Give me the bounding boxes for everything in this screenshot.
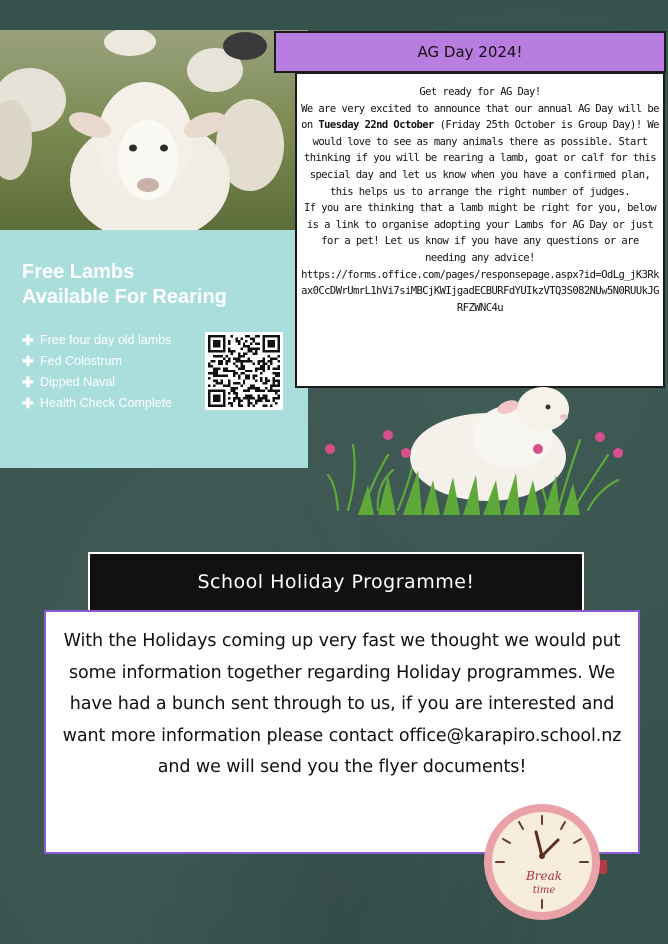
plus-icon: ✚ xyxy=(22,332,34,348)
ag-day-paragraph-1: We are very excited to announce that our annual AG Day will be on Tuesday 22nd October (Friday 25th October is Group Day)! We would love to see as many animals there as possible. Start thinking if you will be rearing a lamb, goat or calf for this special day and let us know when you have a confirmed plan, this helps us to arrange the right number of judges. xyxy=(301,102,659,198)
flyer-title-line2: Available For Rearing xyxy=(22,286,227,308)
adoption-form-link[interactable]: https://forms.office.com/pages/responsepage.aspx?id=OdLg_jK3Rkax0CcDWrUmrL1hVi7siMBCjKWIjgadECBURFdYUIkzVTQ3S082NUw5N0RUUkJGRFZWNC4u xyxy=(301,268,659,314)
flyer-title-line1: Free Lambs xyxy=(22,261,135,283)
list-item: ✚ Health Check Complete xyxy=(22,393,172,414)
holiday-text: With the Holidays coming up very fast we thought we would put some information together regarding Holiday programmes. We have had a bunch sent through to us, if you are interested and want more information please contact office@karapiro.school.nz and we will send you the flyer documents! xyxy=(62,631,622,778)
clock-label-line2: time xyxy=(532,885,556,896)
ag-day-box xyxy=(295,72,665,388)
clock-label-line1: Break xyxy=(525,869,563,883)
plus-icon: ✚ xyxy=(22,395,34,411)
list-item: ✚ Dipped Naval xyxy=(22,372,172,393)
flyer-feature-list xyxy=(22,330,172,414)
plus-icon: ✚ xyxy=(22,353,34,369)
ag-day-paragraph-2: If you are thinking that a lamb might be right for you, below is a link to organise adopting your Lambs for AG Day or just for a pet! Let us know if you have any questions or are needing any advice! xyxy=(303,202,657,264)
qr-code-icon[interactable] xyxy=(205,332,283,410)
ag-day-date: Tuesday 22nd October xyxy=(318,119,434,132)
ag-day-banner xyxy=(274,31,666,73)
sheep-photo xyxy=(0,30,308,230)
ag-day-title: AG Day 2024! xyxy=(417,43,523,61)
holiday-title: School Holiday Programme! xyxy=(197,571,475,593)
ag-day-intro: Get ready for AG Day! xyxy=(419,86,541,98)
holiday-banner xyxy=(88,552,584,612)
flyer-title xyxy=(22,260,302,310)
lamb-flyer xyxy=(0,30,308,468)
lamb-grass-illustration xyxy=(318,385,628,515)
ag-day-text xyxy=(301,84,659,316)
break-time-clock-icon xyxy=(480,798,608,926)
list-item: ✚ Free four day old lambs xyxy=(22,330,172,351)
list-item: ✚ Fed Colostrum xyxy=(22,351,172,372)
plus-icon: ✚ xyxy=(22,374,34,390)
